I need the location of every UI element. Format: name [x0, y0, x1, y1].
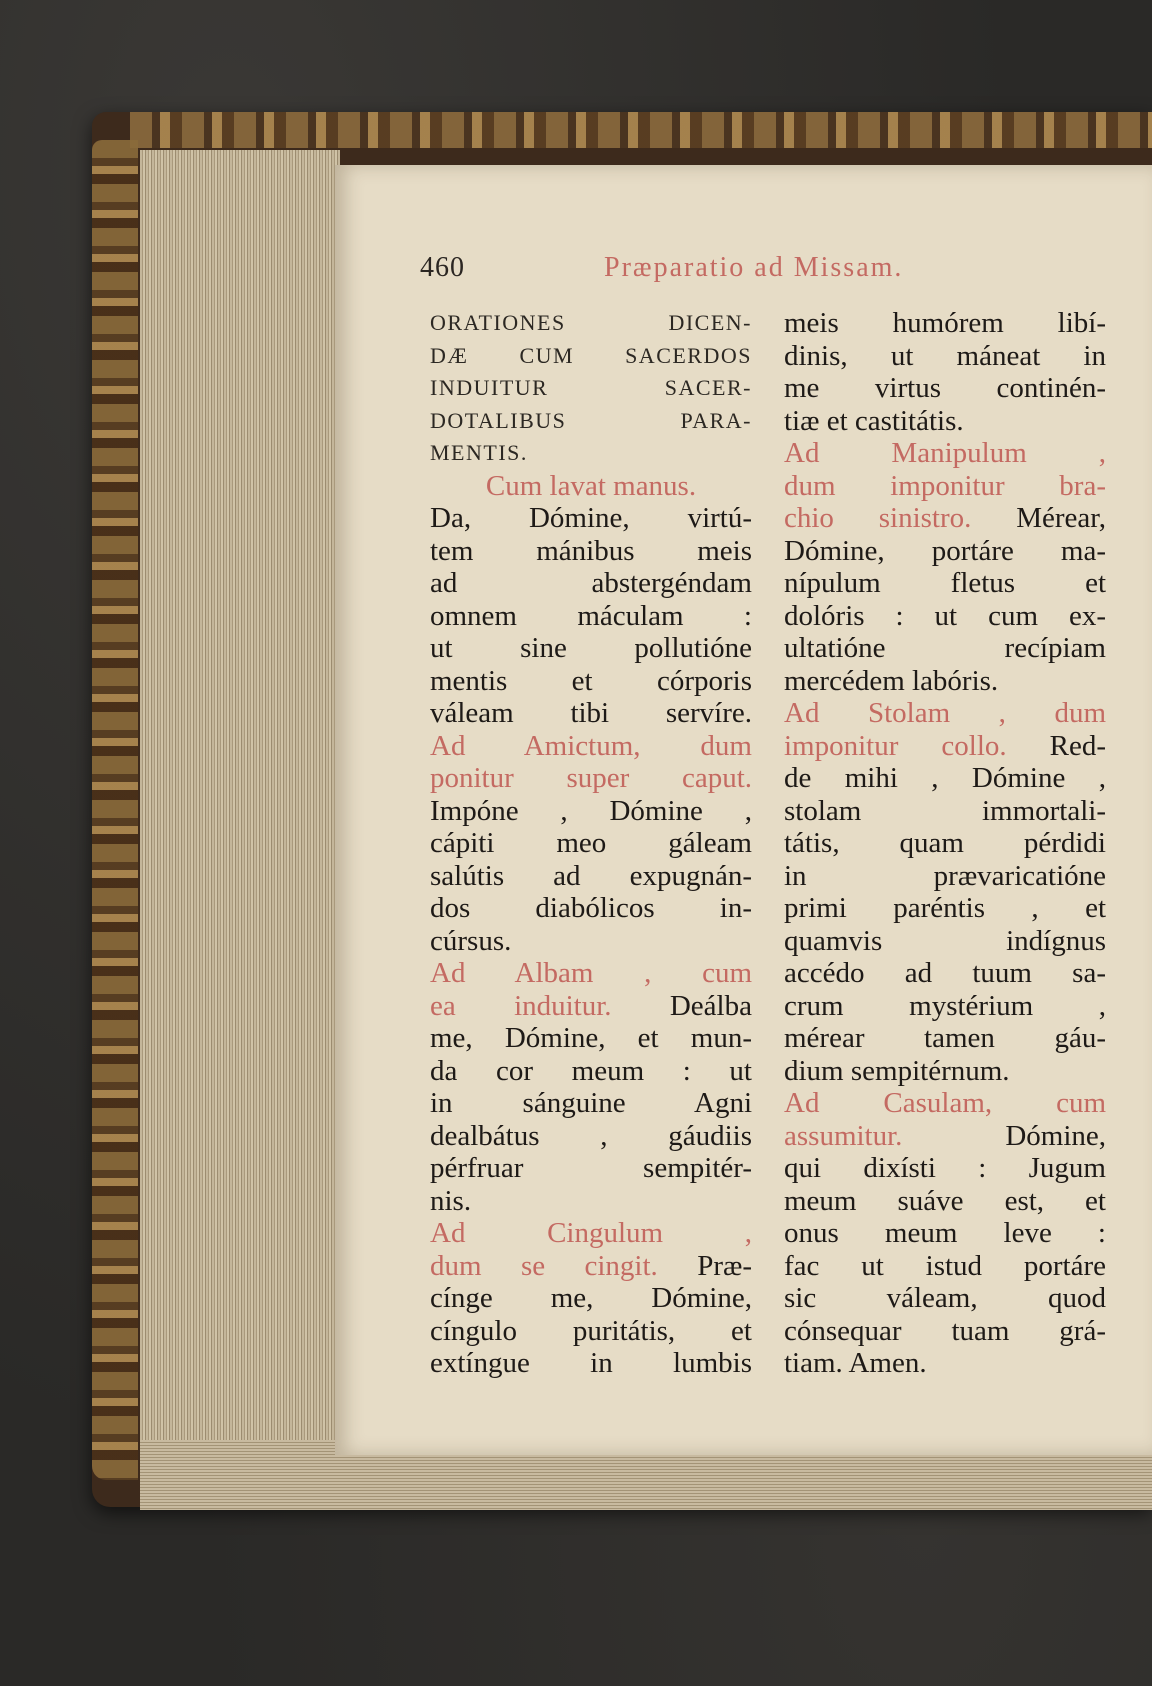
text-line [784, 1120, 1106, 1153]
text-line: crum mystérium , [784, 989, 1106, 1022]
text-line: nípulum fletus et [784, 567, 1106, 599]
text-line: qui dixísti : Jugum [784, 1152, 1106, 1184]
prayer-text: Red- [1006, 729, 1106, 762]
text-line: cónsequar tuam grá- [784, 1314, 1106, 1347]
text-line [430, 990, 752, 1023]
prayer-text: Deálba [611, 989, 752, 1022]
text-line: cínge me, Dómine, [430, 1282, 752, 1314]
text-line: fac ut istud portáre [784, 1249, 1106, 1282]
page-number: 460 [420, 252, 465, 283]
text-line: meum suáve est, et [784, 1184, 1106, 1217]
rubric-text: chio sinistro. [784, 502, 972, 534]
text-line: tiæ et castitátis. [784, 404, 964, 437]
rubric-line: ponitur super caput. [430, 762, 752, 794]
text-line: dos diabólicos in- [430, 892, 752, 924]
text-line: cápiti meo gáleam [430, 827, 752, 859]
rubric-text: imponitur collo. [784, 729, 1007, 762]
text-line: pérfruar sempitér- [430, 1152, 752, 1184]
rubric-line: dum imponitur bra- [784, 469, 1106, 502]
rubric-line: Ad Stolam , dum [784, 697, 1106, 729]
section-heading-line: DOTALIBUS PARA- [430, 407, 752, 433]
text-line: dinis, ut máneat in [784, 339, 1106, 372]
text-line: mercédem labóris. [784, 664, 999, 697]
text-line: quamvis indígnus [784, 924, 1106, 957]
text-line: dealbátus , gáudiis [430, 1119, 752, 1152]
rubric-line: Ad Albam , cum [430, 957, 752, 989]
prayer-text: Dómine, [902, 1119, 1106, 1152]
text-line [784, 730, 1106, 763]
running-title: Præparatio ad Missam. [604, 252, 904, 283]
text-line: cíngulo puritátis, et [430, 1314, 752, 1347]
text-line [430, 1250, 752, 1283]
text-line: omnem máculam : [430, 599, 752, 632]
rubric-text: ea induitur. [430, 989, 612, 1022]
section-heading-line: ORATIONES DICEN- [430, 310, 752, 335]
prayer-text: Præ- [657, 1249, 752, 1282]
text-line: onus meum leve : [784, 1217, 1106, 1249]
left-column [430, 307, 752, 1380]
rubric-text: assumitur. [784, 1119, 903, 1152]
right-column [784, 307, 1106, 1380]
text-line: tiam. Amen. [784, 1347, 927, 1379]
text-line: Da, Dómine, virtú- [430, 502, 752, 534]
text-line: accédo ad tuum sa- [784, 957, 1106, 989]
section-heading-line: MENTIS. [430, 440, 528, 465]
text-line: cúrsus. [430, 924, 512, 957]
text-line: extíngue in lumbis [430, 1347, 752, 1379]
text-line [784, 502, 1106, 535]
rubric-line: Ad Casulam, cum [784, 1087, 1106, 1119]
text-line: Impóne , Dómine , [430, 794, 752, 827]
rubric-line: Cum lavat manus. [485, 469, 697, 502]
text-line: sic váleam, quod [784, 1282, 1106, 1314]
text-line: váleam tibi servíre. [430, 697, 752, 729]
text-line: in sánguine Agni [430, 1087, 752, 1119]
running-header [420, 252, 980, 292]
text-line: in prævaricatióne [784, 859, 1106, 892]
section-heading-line: DÆ CUM SACERDOS [430, 342, 752, 368]
text-line: ultatióne recípiam [784, 632, 1106, 664]
prayer-text: Mérear, [971, 502, 1106, 534]
text-line: me, Dómine, et mun- [430, 1022, 752, 1054]
rubric-line: Ad Manipulum , [784, 437, 1106, 469]
text-line: me virtus continén- [784, 372, 1106, 404]
text-line: meis humórem libí- [784, 307, 1106, 339]
text-line: mérear tamen gáu- [784, 1022, 1106, 1054]
rubric-line: Ad Amictum, dum [430, 729, 752, 762]
text-line: mentis et córporis [430, 664, 752, 697]
section-heading-line: INDUITUR SACER- [430, 375, 752, 400]
text-line: Dómine, portáre ma- [784, 534, 1106, 567]
text-line: de mihi , Dómine , [784, 762, 1106, 794]
text-line: dolóris : ut cum ex- [784, 599, 1106, 632]
text-line: nis. [430, 1184, 472, 1217]
text-line: primi paréntis , et [784, 892, 1106, 924]
text-line: tátis, quam pérdidi [784, 827, 1106, 859]
text-line: stolam immortali- [784, 794, 1106, 827]
text-line: ad abstergéndam [430, 567, 752, 599]
text-line: dium sempitérnum. [784, 1054, 1010, 1087]
text-line: ut sine pollutióne [430, 632, 752, 664]
text-line: tem mánibus meis [430, 534, 752, 567]
rubric-text: dum se cingit. [430, 1249, 658, 1282]
text-line: salútis ad expugnán- [430, 859, 752, 892]
text-line: da cor meum : ut [430, 1054, 752, 1087]
rubric-line: Ad Cingulum , [430, 1217, 752, 1249]
